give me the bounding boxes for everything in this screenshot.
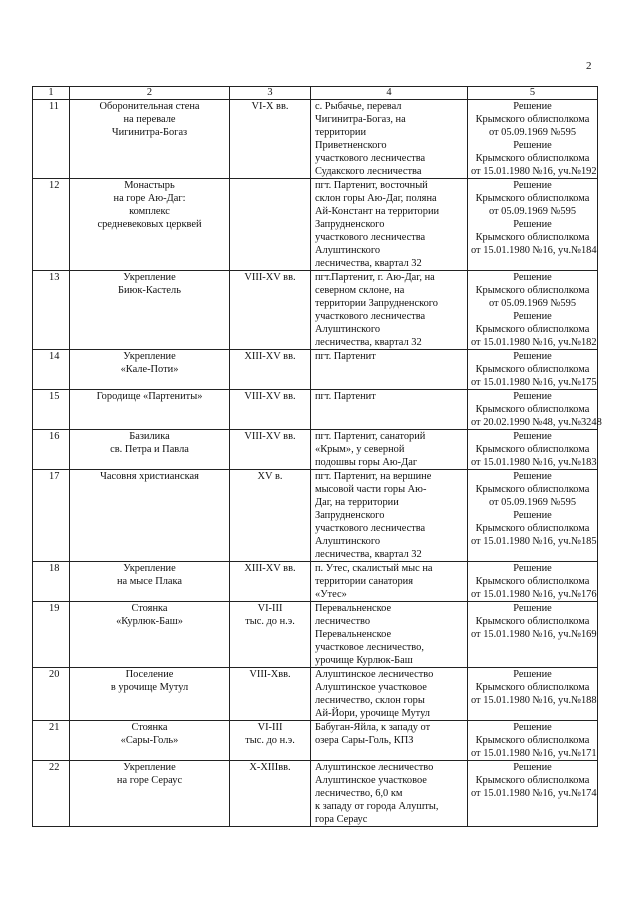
row-number: 13 — [33, 271, 70, 350]
monument-dating-line: X-XIIIвв. — [249, 762, 291, 773]
monument-location-cell — [311, 721, 468, 761]
monument-dating-cell — [230, 100, 311, 179]
monument-location-cell — [311, 668, 468, 721]
protection-decision-line: Решение — [513, 431, 552, 442]
monument-dating-line: тыс. до н.э. — [245, 616, 295, 627]
protection-decision-cell — [468, 100, 598, 179]
page-number: 2 — [586, 60, 592, 72]
monument-location-line: участкового лесничества — [315, 523, 426, 534]
monument-name-cell — [70, 350, 230, 390]
table-row — [33, 271, 598, 350]
monument-dating-cell — [230, 602, 311, 668]
protection-decision-cell — [468, 668, 598, 721]
protection-decision-line: Крымского облисполкома — [475, 114, 590, 125]
protection-decision-line: Решение — [513, 762, 552, 773]
protection-decision-cell — [468, 470, 598, 562]
monument-name-cell — [70, 602, 230, 668]
protection-decision-line: от 05.09.1969 №595 — [488, 206, 577, 217]
monument-location-line: пгт.Партенит, г. Аю-Даг, на — [315, 272, 435, 283]
monument-location-cell — [311, 430, 468, 470]
monument-name-line: средневековых церквей — [97, 219, 202, 230]
monument-location-cell — [311, 100, 468, 179]
monument-dating-line: VIII-XV вв. — [244, 272, 296, 283]
monument-location-line: Приветненского — [315, 140, 387, 151]
monument-location-line: Ай-Йори, урочище Мутул — [315, 708, 430, 719]
monument-name-line: Укрепление — [123, 351, 176, 362]
row-number: 22 — [33, 761, 70, 827]
monument-dating-cell — [230, 470, 311, 562]
monument-location-line: пгт. Партенит — [315, 391, 376, 402]
row-number: 11 — [33, 100, 70, 179]
row-number: 17 — [33, 470, 70, 562]
monument-dating-cell — [230, 562, 311, 602]
monument-location-line: Запрудненского — [315, 510, 385, 521]
column-header-4: 4 — [311, 87, 468, 100]
monument-location-cell — [311, 761, 468, 827]
monument-name-cell — [70, 668, 230, 721]
protection-decision-cell — [468, 390, 602, 430]
monument-location-line: пгт. Партенит, восточный — [315, 180, 428, 191]
protection-decision-line: Крымского облисполкома — [475, 285, 590, 296]
monument-location-line: территории — [315, 127, 367, 138]
protection-decision-cell — [468, 430, 598, 470]
protection-decision-cell — [468, 721, 598, 761]
protection-decision-line: от 15.01.1980 №16, уч.№188 — [471, 695, 597, 706]
monument-location-line: территории Запрудненского — [315, 298, 439, 309]
protection-decision-cell — [468, 271, 598, 350]
monument-name-line: «Курлюк-Баш» — [116, 616, 183, 627]
monument-name-cell — [70, 470, 230, 562]
row-number: 14 — [33, 350, 70, 390]
monument-location-line: пгт. Партенит, на вершине — [315, 471, 432, 482]
monument-location-line: участкового лесничества — [315, 232, 426, 243]
monument-location-line: Даг, на территории — [315, 497, 399, 508]
monument-name-line: Городище «Партениты» — [96, 391, 203, 402]
monument-location-line: Чигинитра-Богаз, на — [315, 114, 406, 125]
protection-decision-line: от 15.01.1980 №16, уч.№174 — [471, 788, 597, 799]
monument-location-line: лесничества, квартал 32 — [315, 258, 422, 269]
protection-decision-line: Решение — [513, 603, 552, 614]
protection-decision-cell — [468, 562, 598, 602]
monument-location-line: пгт. Партенит — [315, 351, 376, 362]
monument-location-line: лесничество, 6,0 км — [315, 788, 403, 799]
monument-location-cell — [311, 179, 468, 271]
table-row — [33, 602, 598, 668]
protection-decision-line: Решение — [513, 101, 552, 112]
monument-name-line: на горе Аю-Даг: — [113, 193, 186, 204]
monument-location-line: пгт. Партенит, санаторий — [315, 431, 426, 442]
protection-decision-line: Крымского облисполкома — [475, 444, 590, 455]
monument-dating-line: тыс. до н.э. — [245, 735, 295, 746]
monument-location-line: Ай-Констант на территории — [315, 206, 440, 217]
monument-name-line: Укрепление — [123, 272, 176, 283]
monument-name-line: Стоянка — [131, 722, 168, 733]
protection-decision-line: от 15.01.1980 №16, уч.№184 — [471, 245, 597, 256]
monument-location-line: Алуштинское лесничество — [315, 669, 434, 680]
protection-decision-line: Крымского облисполкома — [475, 682, 590, 693]
monument-location-line: лесничества, квартал 32 — [315, 337, 422, 348]
protection-decision-line: от 15.01.1980 №16, уч.№176 — [471, 589, 597, 600]
protection-decision-line: Крымского облисполкома — [475, 324, 590, 335]
protection-decision-line: от 15.01.1980 №16, уч.№175 — [471, 377, 597, 388]
protection-decision-line: Решение — [513, 669, 552, 680]
monument-name-cell — [70, 271, 230, 350]
table-row — [33, 761, 598, 827]
monument-name-line: Поселение — [125, 669, 174, 680]
protection-decision-line: Решение — [513, 351, 552, 362]
table-row — [33, 350, 598, 390]
monument-location-line: Алуштинского — [315, 536, 381, 547]
monument-dating-cell — [230, 761, 311, 827]
monument-location-line: Алуштинского — [315, 324, 381, 335]
monument-dating-cell — [230, 350, 311, 390]
protection-decision-line: от 15.01.1980 №16, уч.№183 — [471, 457, 597, 468]
protection-decision-line: от 05.09.1969 №595 — [488, 127, 577, 138]
table-body — [33, 100, 602, 827]
monument-location-line: северном склоне, на — [315, 285, 405, 296]
monument-name-line: св. Петра и Павла — [110, 444, 189, 455]
protection-decision-line: Решение — [513, 272, 552, 283]
monument-location-line: участкового лесничества — [315, 153, 426, 164]
row-number: 20 — [33, 668, 70, 721]
monument-location-line: урочище Курлюк-Баш — [315, 655, 413, 666]
monument-name-line: «Сары-Голь» — [120, 735, 179, 746]
monument-dating-line: VI-X вв. — [251, 101, 289, 112]
monument-location-line: Алуштинское участковое — [315, 775, 427, 786]
monument-location-line: озера Сары-Голь, КПЗ — [315, 735, 414, 746]
monument-name-line: Биюк-Кастель — [118, 285, 181, 296]
monument-location-cell — [311, 271, 468, 350]
protection-decision-line: от 05.09.1969 №595 — [488, 298, 577, 309]
monument-name-cell — [70, 390, 230, 430]
monument-dating-line: XV в. — [257, 471, 283, 482]
monument-name-line: Оборонительная стена — [99, 101, 200, 112]
table-row — [33, 470, 598, 562]
protection-decision-line: от 15.01.1980 №16, уч.№192 — [471, 166, 597, 177]
monument-name-line: Чигинитра-Богаз — [111, 127, 188, 138]
protection-decision-line: Крымского облисполкома — [475, 735, 590, 746]
monument-location-line: подошвы горы Аю-Даг — [315, 457, 418, 468]
monument-location-cell — [311, 350, 468, 390]
protection-decision-line: Крымского облисполкома — [475, 576, 590, 587]
table-header-row — [33, 87, 598, 100]
monument-location-line: мысовой части горы Аю- — [315, 484, 427, 495]
monument-location-cell — [311, 562, 468, 602]
column-header-1: 1 — [33, 87, 70, 100]
monument-location-line: территории санатория — [315, 576, 414, 587]
protection-decision-line: Крымского облисполкома — [475, 193, 590, 204]
protection-decision-line: от 15.01.1980 №16, уч.№182 — [471, 337, 597, 348]
protection-decision-line: Крымского облисполкома — [475, 523, 590, 534]
protection-decision-line: Решение — [513, 722, 552, 733]
monument-name-cell — [70, 430, 230, 470]
protection-decision-line: Крымского облисполкома — [475, 616, 590, 627]
row-number: 21 — [33, 721, 70, 761]
protection-decision-line: Решение — [513, 510, 552, 521]
monument-dating-cell — [230, 430, 311, 470]
protection-decision-line: Решение — [513, 140, 552, 151]
protection-decision-cell — [468, 761, 598, 827]
protection-decision-cell — [468, 602, 598, 668]
monument-name-line: Стоянка — [131, 603, 168, 614]
monuments-table — [32, 86, 602, 827]
monument-location-line: участкового лесничества — [315, 311, 426, 322]
protection-decision-line: Решение — [513, 563, 552, 574]
monument-dating-line: VI-III — [257, 722, 283, 733]
monument-name-cell — [70, 562, 230, 602]
monument-name-cell — [70, 179, 230, 271]
monument-location-line: лесничество, склон горы — [315, 695, 425, 706]
monument-name-line: Укрепление — [123, 762, 176, 773]
monument-dating-line: XIII-XV вв. — [244, 563, 296, 574]
monument-name-line: комплекс — [129, 206, 170, 217]
protection-decision-line: Крымского облисполкома — [475, 484, 590, 495]
row-number: 19 — [33, 602, 70, 668]
monument-location-line: склон горы Аю-Даг, поляна — [315, 193, 437, 204]
protection-decision-line: Решение — [513, 311, 552, 322]
monument-name-line: на перевале — [123, 114, 176, 125]
monument-location-line: Перевальненское — [315, 603, 392, 614]
monument-location-line: Алуштинское лесничество — [315, 762, 434, 773]
table-row — [33, 721, 598, 761]
monument-name-line: Часовня христианская — [100, 471, 199, 482]
protection-decision-line: от 15.01.1980 №16, уч.№185 — [471, 536, 597, 547]
monument-dating-line: VIII-XV вв. — [244, 431, 296, 442]
monument-location-line: Алуштинского — [315, 245, 381, 256]
protection-decision-line: Крымского облисполкома — [475, 153, 590, 164]
monument-location-line: п. Утес, скалистый мыс на — [315, 563, 433, 574]
monument-name-cell — [70, 100, 230, 179]
table-row — [33, 100, 598, 179]
column-header-3: 3 — [230, 87, 311, 100]
monument-location-line: участковое лесничество, — [315, 642, 424, 653]
protection-decision-line: от 15.01.1980 №16, уч.№169 — [471, 629, 597, 640]
monument-name-cell — [70, 761, 230, 827]
monument-dating-cell — [230, 390, 311, 430]
monument-dating-line: VIII-XV вв. — [244, 391, 296, 402]
monument-name-cell — [70, 721, 230, 761]
monument-name-line: на горе Сераус — [116, 775, 183, 786]
monument-location-line: Судакского лесничества — [315, 166, 422, 177]
protection-decision-line: от 20.02.1990 №48, уч.№3248 — [471, 417, 602, 428]
monument-location-cell — [311, 602, 468, 668]
protection-decision-line: Крымского облисполкома — [475, 775, 590, 786]
monument-location-line: Бабуган-Яйла, к западу от — [315, 722, 431, 733]
column-header-2: 2 — [70, 87, 230, 100]
table-row — [33, 562, 598, 602]
monument-name-line: на мысе Плака — [116, 576, 183, 587]
protection-decision-line: от 05.09.1969 №595 — [488, 497, 577, 508]
monument-location-cell — [311, 390, 468, 430]
monument-name-line: Базилика — [129, 431, 170, 442]
monument-location-cell — [311, 470, 468, 562]
protection-decision-line: Крымского облисполкома — [475, 364, 590, 375]
monument-location-line: Алуштинское участковое — [315, 682, 427, 693]
monument-location-line: «Крым», у северной — [315, 444, 405, 455]
table-row — [33, 668, 598, 721]
monument-dating-cell — [230, 668, 311, 721]
protection-decision-line: Крымского облисполкома — [475, 404, 590, 415]
monument-name-line: «Кале-Поти» — [120, 364, 179, 375]
row-number: 16 — [33, 430, 70, 470]
protection-decision-line: Крымского облисполкома — [475, 232, 590, 243]
monument-dating-line: XIII-XV вв. — [244, 351, 296, 362]
row-number: 12 — [33, 179, 70, 271]
monument-location-line: с. Рыбачье, перевал — [315, 101, 402, 112]
monument-location-line: «Утес» — [315, 589, 347, 600]
row-number: 18 — [33, 562, 70, 602]
table-row — [33, 390, 598, 430]
protection-decision-cell — [468, 179, 598, 271]
monument-dating-line: VIII-Хвв. — [249, 669, 291, 680]
monument-location-line: к западу от города Алушты, — [315, 801, 439, 812]
monument-name-line: в урочище Мутул — [110, 682, 189, 693]
row-number: 15 — [33, 390, 70, 430]
table-row — [33, 430, 598, 470]
monument-name-line: Укрепление — [123, 563, 176, 574]
monument-location-line: Перевальненское — [315, 629, 392, 640]
monument-dating-cell — [230, 721, 311, 761]
column-header-5: 5 — [468, 87, 598, 100]
protection-decision-line: Решение — [513, 471, 552, 482]
monument-location-line: лесничества, квартал 32 — [315, 549, 422, 560]
table-row — [33, 179, 598, 271]
monument-dating-cell — [230, 179, 311, 271]
monument-name-line: Монастырь — [124, 180, 175, 191]
monument-dating-line: VI-III — [257, 603, 283, 614]
monument-location-line: лесничество — [315, 616, 371, 627]
protection-decision-line: Решение — [513, 391, 552, 402]
protection-decision-line: Решение — [513, 219, 552, 230]
protection-decision-cell — [468, 350, 598, 390]
monument-location-line: гора Сераус — [315, 814, 368, 825]
monument-dating-cell — [230, 271, 311, 350]
protection-decision-line: Решение — [513, 180, 552, 191]
protection-decision-line: от 15.01.1980 №16, уч.№171 — [471, 748, 597, 759]
monument-location-line: Запрудненского — [315, 219, 385, 230]
